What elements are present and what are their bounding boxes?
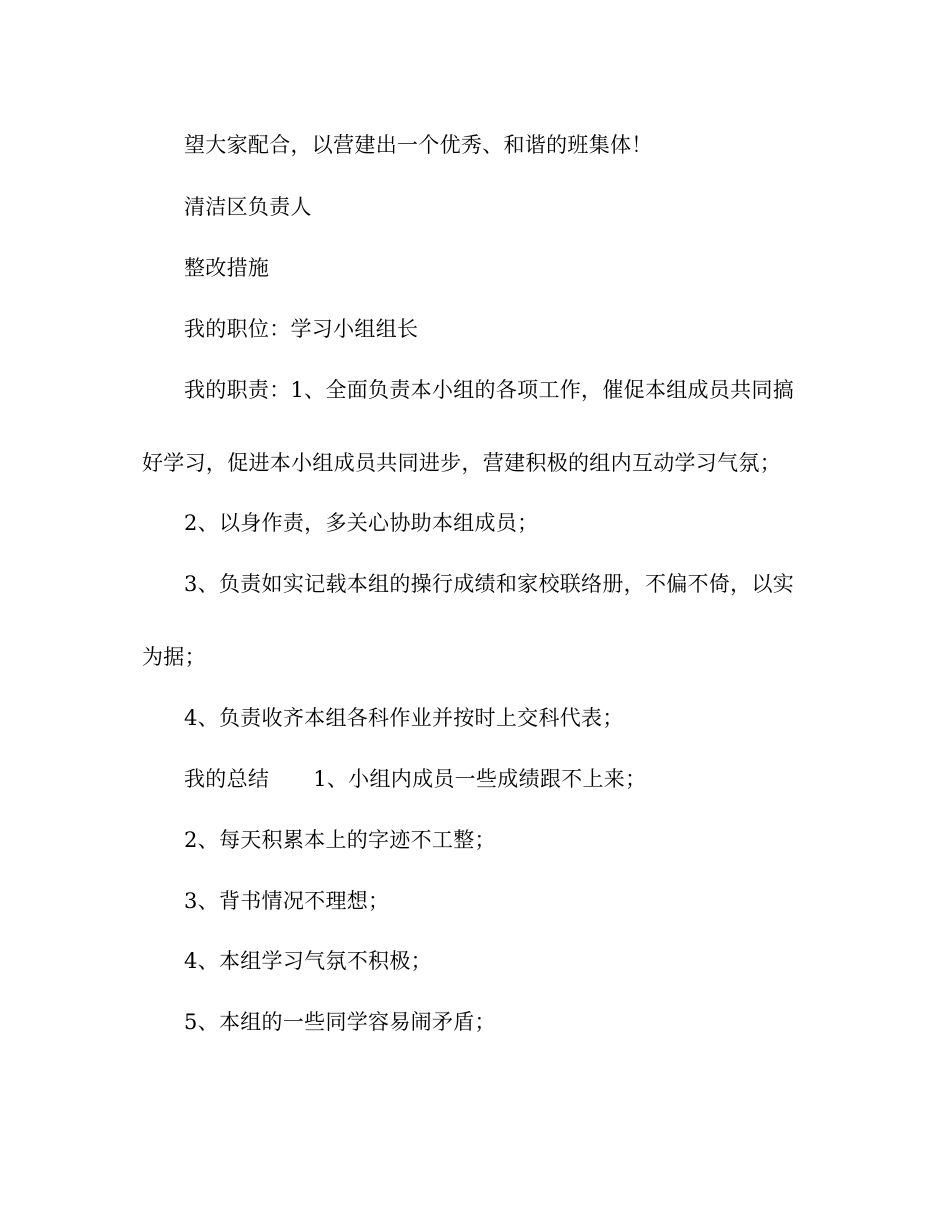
paragraph-line: 4、负责收齐本组各科作业并按时上交科代表； <box>184 706 624 730</box>
summary-line <box>184 765 646 793</box>
summary-item: 1、小组内成员一些成绩跟不上来； <box>313 767 647 791</box>
paragraph-line: 2、以身作责，多关心协助本组成员； <box>184 511 539 535</box>
paragraph-line: 望大家配合，以营建出一个优秀、和谐的班集体！ <box>184 133 653 157</box>
paragraph-line: 5、本组的一些同学容易闹矛盾； <box>184 1010 496 1034</box>
paragraph-line: 4、本组学习气氛不积极； <box>184 949 432 973</box>
paragraph-line: 整改措施 <box>184 256 270 280</box>
paragraph-line: 为据； <box>142 645 206 669</box>
paragraph-line: 我的职责：1、全面负责本小组的各项工作，催促本组成员共同搞 <box>184 378 795 402</box>
paragraph-line: 3、负责如实记载本组的操行成绩和家校联络册，不偏不倚，以实 <box>184 572 795 596</box>
paragraph-line: 3、背书情况不理想； <box>184 889 390 913</box>
paragraph-line: 2、每天积累本上的字迹不工整； <box>184 828 496 852</box>
paragraph-line: 我的职位：学习小组组长 <box>184 317 419 341</box>
paragraph-line: 清洁区负责人 <box>184 195 312 219</box>
summary-label: 我的总结 <box>184 767 270 791</box>
paragraph-line: 好学习，促进本小组成员共同进步，营建积极的组内互动学习气氛； <box>142 451 781 475</box>
